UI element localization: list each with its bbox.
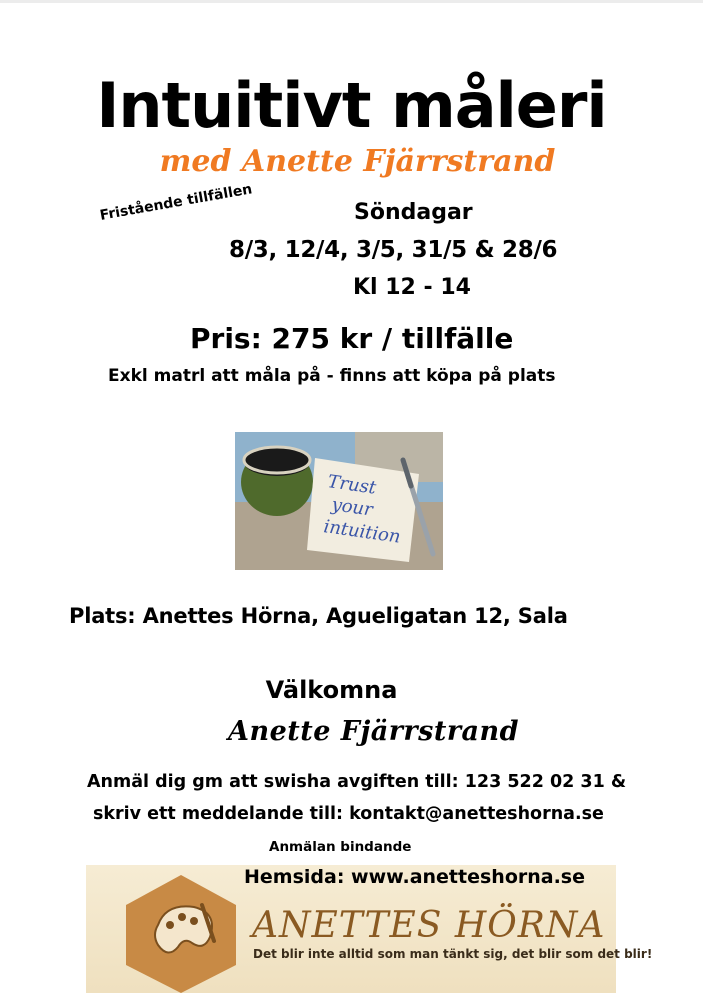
brand-name: ANETTES HÖRNA: [252, 905, 606, 946]
poster-subtitle: med Anette Fjärrstrand: [159, 144, 556, 179]
paint-palette-icon: [126, 875, 236, 993]
trust-your-intuition-photo: [235, 432, 443, 570]
tea-cup-icon: [241, 447, 313, 516]
binding-notice: Anmälan bindande: [269, 839, 412, 855]
poster-title: Intuitivt måleri: [96, 69, 607, 142]
registration-line-2: skriv ett meddelande till: kontakt@anetteshorna.se: [93, 804, 604, 824]
homepage-link[interactable]: Hemsida: www.anetteshorna.se: [244, 866, 586, 888]
schedule-days: Söndagar: [354, 200, 473, 225]
welcome-text: Välkomna: [265, 676, 398, 704]
schedule-time: Kl 12 - 14: [353, 275, 471, 300]
photo-text-trust: Trust: [326, 471, 378, 499]
schedule-dates: 8/3, 12/4, 3/5, 31/5 & 28/6: [229, 237, 558, 263]
registration-line-1: Anmäl dig gm att swisha avgiften till: 123 522 02 31 &: [87, 772, 627, 792]
signature: Anette Fjärrstrand: [228, 716, 520, 747]
price-note: Exkl matrl att måla på - finns att köpa på plats: [108, 366, 556, 386]
brand-slogan: Det blir inte alltid som man tänkt sig, det blir som det blir!: [253, 947, 653, 961]
napkin: [307, 458, 419, 562]
location: Plats: Anettes Hörna, Agueligatan 12, Sala: [69, 604, 568, 628]
price: Pris: 275 kr / tillfälle: [190, 322, 514, 355]
photo-text-your: your: [330, 494, 375, 521]
photo-illustration: [235, 432, 443, 570]
photo-text-intuition: intuition: [322, 516, 402, 548]
top-border: [0, 0, 703, 3]
standalone-sessions-tag: Fristående tillfällen: [98, 181, 254, 224]
